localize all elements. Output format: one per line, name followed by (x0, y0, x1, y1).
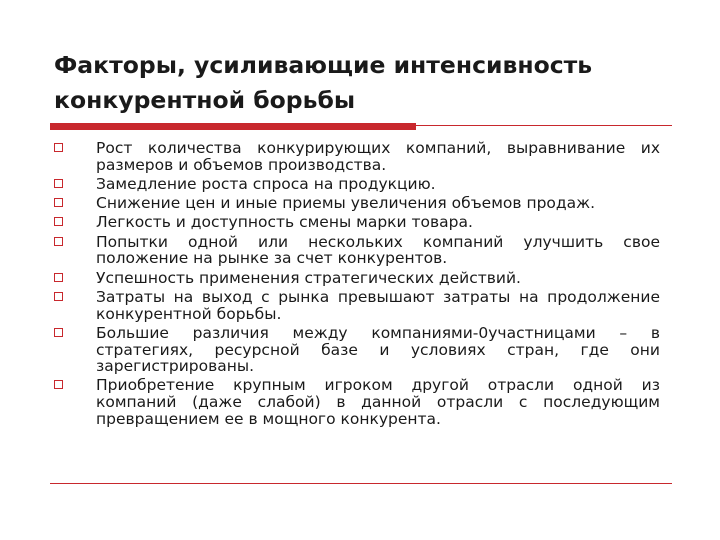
hollow-square-bullet-icon (54, 198, 63, 207)
list-item-text: Замедление роста спроса на продукцию. (96, 174, 436, 193)
list-item-text: Рост количества конкурирующих компаний, выравнивание их размеров и объемов производства. (96, 139, 660, 174)
list-item (54, 214, 660, 231)
list-item-text: Легкость и доступность смены марки товара. (96, 213, 473, 232)
list-item-text: Большие различия между компаниями-0участницами – в стратегиях, ресурсной базе и условиях стран, где они зарегистрированы. (96, 323, 660, 376)
list-item-text: Снижение цен и иные приемы увеличения объемов продаж. (96, 194, 596, 213)
list-item (54, 234, 660, 268)
title-accent-bar (50, 123, 416, 130)
list-item (54, 270, 660, 287)
hollow-square-bullet-icon (54, 217, 63, 226)
list-item (54, 140, 660, 174)
list-item-text: Успешность применения стратегических действий. (96, 268, 521, 287)
list-item (54, 176, 660, 193)
hollow-square-bullet-icon (54, 143, 63, 152)
list-item-text: Затраты на выход с рынка превышают затраты на продолжение конкурентной борьбы. (96, 287, 660, 323)
hollow-square-bullet-icon (54, 292, 63, 301)
footer-divider-line (50, 483, 672, 484)
hollow-square-bullet-icon (54, 237, 63, 246)
hollow-square-bullet-icon (54, 273, 63, 282)
list-item (54, 377, 660, 427)
slide-title: Факторы, усиливающие интенсивность конкурентной борьбы (54, 51, 593, 114)
list-item (54, 325, 660, 375)
list-item (54, 195, 660, 212)
list-item-text: Попытки одной или нескольких компаний улучшить свое положение на рынке за счет конкурентов. (96, 232, 660, 268)
list-item-text: Приобретение крупным игроком другой отрасли одной из компаний (даже слабой) в данной отрасли с последующим превращением ее в мощного конкурента. (96, 376, 660, 429)
factors-list (54, 140, 660, 430)
list-item (54, 289, 660, 323)
hollow-square-bullet-icon (54, 328, 63, 337)
hollow-square-bullet-icon (54, 380, 63, 389)
hollow-square-bullet-icon (54, 179, 63, 188)
